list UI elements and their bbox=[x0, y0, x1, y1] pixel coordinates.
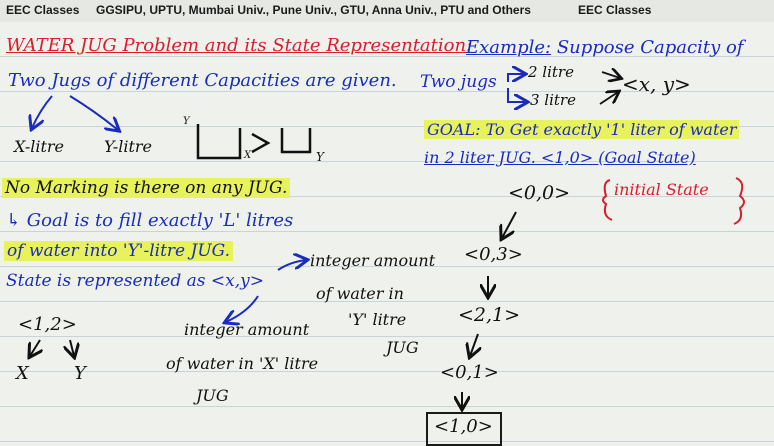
two-jugs-label: Two jugs bbox=[420, 72, 497, 92]
arrow-jug2-to-xy bbox=[602, 72, 620, 78]
jug-3-litre: 3 litre bbox=[530, 91, 576, 109]
jug-y-subscript: Y bbox=[316, 150, 324, 164]
int-amount-x-2: of water in 'X' litre bbox=[166, 354, 319, 373]
example-label: Example: bbox=[466, 37, 552, 58]
axis-y-label: Y bbox=[183, 116, 190, 127]
page-title: WATER JUG Problem and its State Representation: bbox=[6, 35, 473, 56]
step-3-state: <0,1> bbox=[440, 362, 499, 383]
jug-2-litre: 2 litre bbox=[528, 63, 574, 81]
step-1-state: <0,3> bbox=[464, 244, 523, 265]
arrow-step2-to-step3 bbox=[470, 334, 478, 356]
brand-right: EEC Classes bbox=[578, 3, 652, 17]
goal-right-line-1: GOAL: To Get exactly '1' liter of water bbox=[424, 120, 739, 139]
step-2-state: <2,1> bbox=[458, 304, 521, 326]
goal-line-1: ↳ Goal is to fill exactly 'L' litres bbox=[6, 210, 294, 231]
int-amount-y-1: integer amount bbox=[310, 251, 436, 270]
greater-than-sign bbox=[252, 134, 268, 152]
two-jugs-line: Two Jugs of different Capacities are given. bbox=[8, 70, 397, 91]
arrow-to-jug-2 bbox=[508, 74, 524, 82]
brace-left bbox=[603, 180, 612, 220]
arrow-to-ex-y bbox=[70, 340, 74, 356]
universities-list: GGSIPU, UPTU, Mumbai Univ., Pune Univ., GTU, Anna Univ., PTU and Others bbox=[96, 3, 531, 17]
arrow-y-to-int-amount bbox=[278, 260, 306, 270]
int-amount-x-1: integer amount bbox=[184, 320, 310, 339]
state-representation: State is represented as <x,y> bbox=[6, 271, 264, 291]
jug-x-subscript: X bbox=[244, 150, 252, 161]
brace-right bbox=[734, 178, 744, 224]
initial-state-label: initial State bbox=[614, 180, 709, 199]
example-state: <1,2> bbox=[18, 314, 77, 335]
example-x: X bbox=[16, 363, 29, 384]
arrow-to-y-litre bbox=[70, 96, 118, 130]
int-amount-y-3: 'Y' litre bbox=[348, 310, 407, 329]
int-amount-y-4: JUG bbox=[386, 338, 419, 357]
arrow-x-to-int-amount bbox=[226, 296, 258, 322]
step-4-state: <1,0> bbox=[434, 416, 493, 437]
example-text: Suppose Capacity of bbox=[556, 37, 744, 58]
x-litre-label: X-litre bbox=[14, 137, 65, 156]
arrow-to-x-litre bbox=[32, 96, 52, 128]
arrow-to-ex-x bbox=[30, 340, 40, 356]
arrow-jug3-to-xy bbox=[600, 92, 618, 104]
jug-x-sketch bbox=[198, 124, 240, 158]
brand-left: EEC Classes bbox=[6, 3, 80, 17]
y-litre-label: Y-litre bbox=[104, 137, 152, 156]
jug-state-xy: <x, y> bbox=[622, 72, 691, 96]
int-amount-x-3: JUG bbox=[196, 386, 229, 405]
arrow-initial-to-step1 bbox=[502, 212, 516, 238]
goal-right-line-2: in 2 liter JUG. <1,0> (Goal State) bbox=[424, 148, 696, 167]
jug-y-sketch bbox=[282, 128, 310, 152]
example-y: Y bbox=[74, 363, 86, 384]
goal-line-2: of water into 'Y'-litre JUG. bbox=[4, 241, 233, 261]
int-amount-y-2: of water in bbox=[316, 284, 404, 303]
no-marking-line: No Marking is there on any JUG. bbox=[2, 178, 290, 198]
arrow-to-jug-3 bbox=[508, 88, 526, 102]
initial-state: <0,0> bbox=[508, 182, 571, 204]
